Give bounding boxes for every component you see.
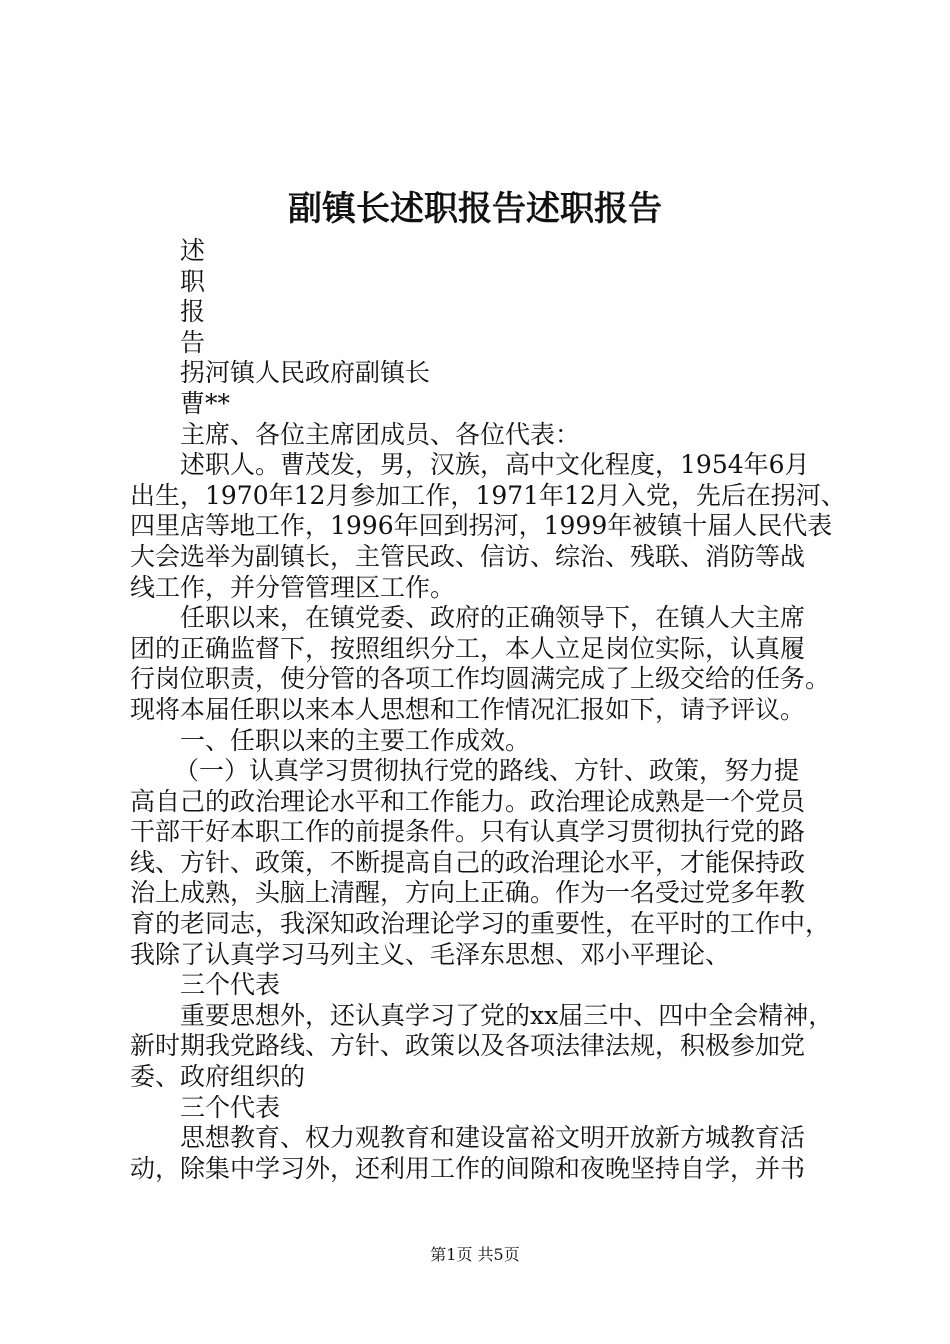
text-line: 主席、各位主席团成员、各位代表：: [180, 419, 581, 449]
text-line: 任职以来，在镇党委、政府的正确领导下，在镇人大主席: [180, 603, 806, 633]
text-line: 重要思想外，还认真学习了党的xx届三中、四中全会精神，: [180, 1000, 834, 1030]
text-line: 拐河镇人民政府副镇长: [180, 358, 431, 388]
text-line: 三个代表: [180, 1092, 281, 1122]
text-line: 治上成熟，头脑上清醒，方向上正确。作为一名受过党多年教: [130, 878, 806, 908]
text-line: 育的老同志，我深知政治理论学习的重要性，在平时的工作中，: [130, 909, 831, 939]
text-line: 一、任职以来的主要工作成效。: [180, 725, 531, 755]
text-line: （一）认真学习贯彻执行党的路线、方针、政策，努力提: [174, 756, 800, 786]
text-line: 三个代表: [180, 970, 281, 1000]
page-number-footer: 第1页 共5页: [430, 1245, 520, 1264]
text-line: 线、方针、政策，不断提高自己的政治理论水平，才能保持政: [130, 847, 806, 877]
text-line: 职: [180, 266, 206, 296]
text-line: 大会选举为副镇长，主管民政、信访、综治、残联、消防等战: [130, 541, 806, 571]
text-line: 动，除集中学习外，还利用工作的间隙和夜晚坚持自学，并书: [130, 1153, 806, 1183]
text-line: 思想教育、权力观教育和建设富裕文明开放新方城教育活: [180, 1123, 806, 1153]
document-title: 副镇长述职报告述职报告: [288, 189, 662, 229]
text-line: 报: [180, 297, 206, 327]
text-line: 曹**: [180, 388, 231, 418]
text-line: 高自己的政治理论水平和工作能力。政治理论成熟是一个党员: [130, 786, 806, 816]
text-line: 四里店等地工作，1996年回到拐河，1999年被镇十届人民代表: [130, 511, 833, 541]
text-line: 线工作，并分管管理区工作。: [130, 572, 456, 602]
text-line: 团的正确监督下，按照组织分工，本人立足岗位实际，认真履: [130, 633, 806, 663]
text-line: 述: [180, 236, 206, 265]
text-line: 述职人。曹茂发，男，汉族，高中文化程度，1954年6月: [180, 450, 810, 480]
text-line: 行岗位职责，使分管的各项工作均圆满完成了上级交给的任务。: [130, 664, 831, 694]
text-line: 现将本届任职以来本人思想和工作情况汇报如下，请予评议。: [130, 694, 806, 724]
text-line: 告: [180, 327, 206, 357]
text-line: 委、政府组织的: [130, 1062, 306, 1092]
text-line: 我除了认真学习马列主义、毛泽东思想、邓小平理论、: [130, 939, 731, 969]
text-line: 新时期我党路线、方针、政策以及各项法律法规，积极参加党: [130, 1031, 806, 1061]
text-line: 出生，1970年12月参加工作，1971年12月入党，先后在拐河、: [130, 480, 846, 510]
document-body: [130, 236, 846, 1184]
text-line: 干部干好本职工作的前提条件。只有认真学习贯彻执行党的路: [130, 817, 806, 847]
